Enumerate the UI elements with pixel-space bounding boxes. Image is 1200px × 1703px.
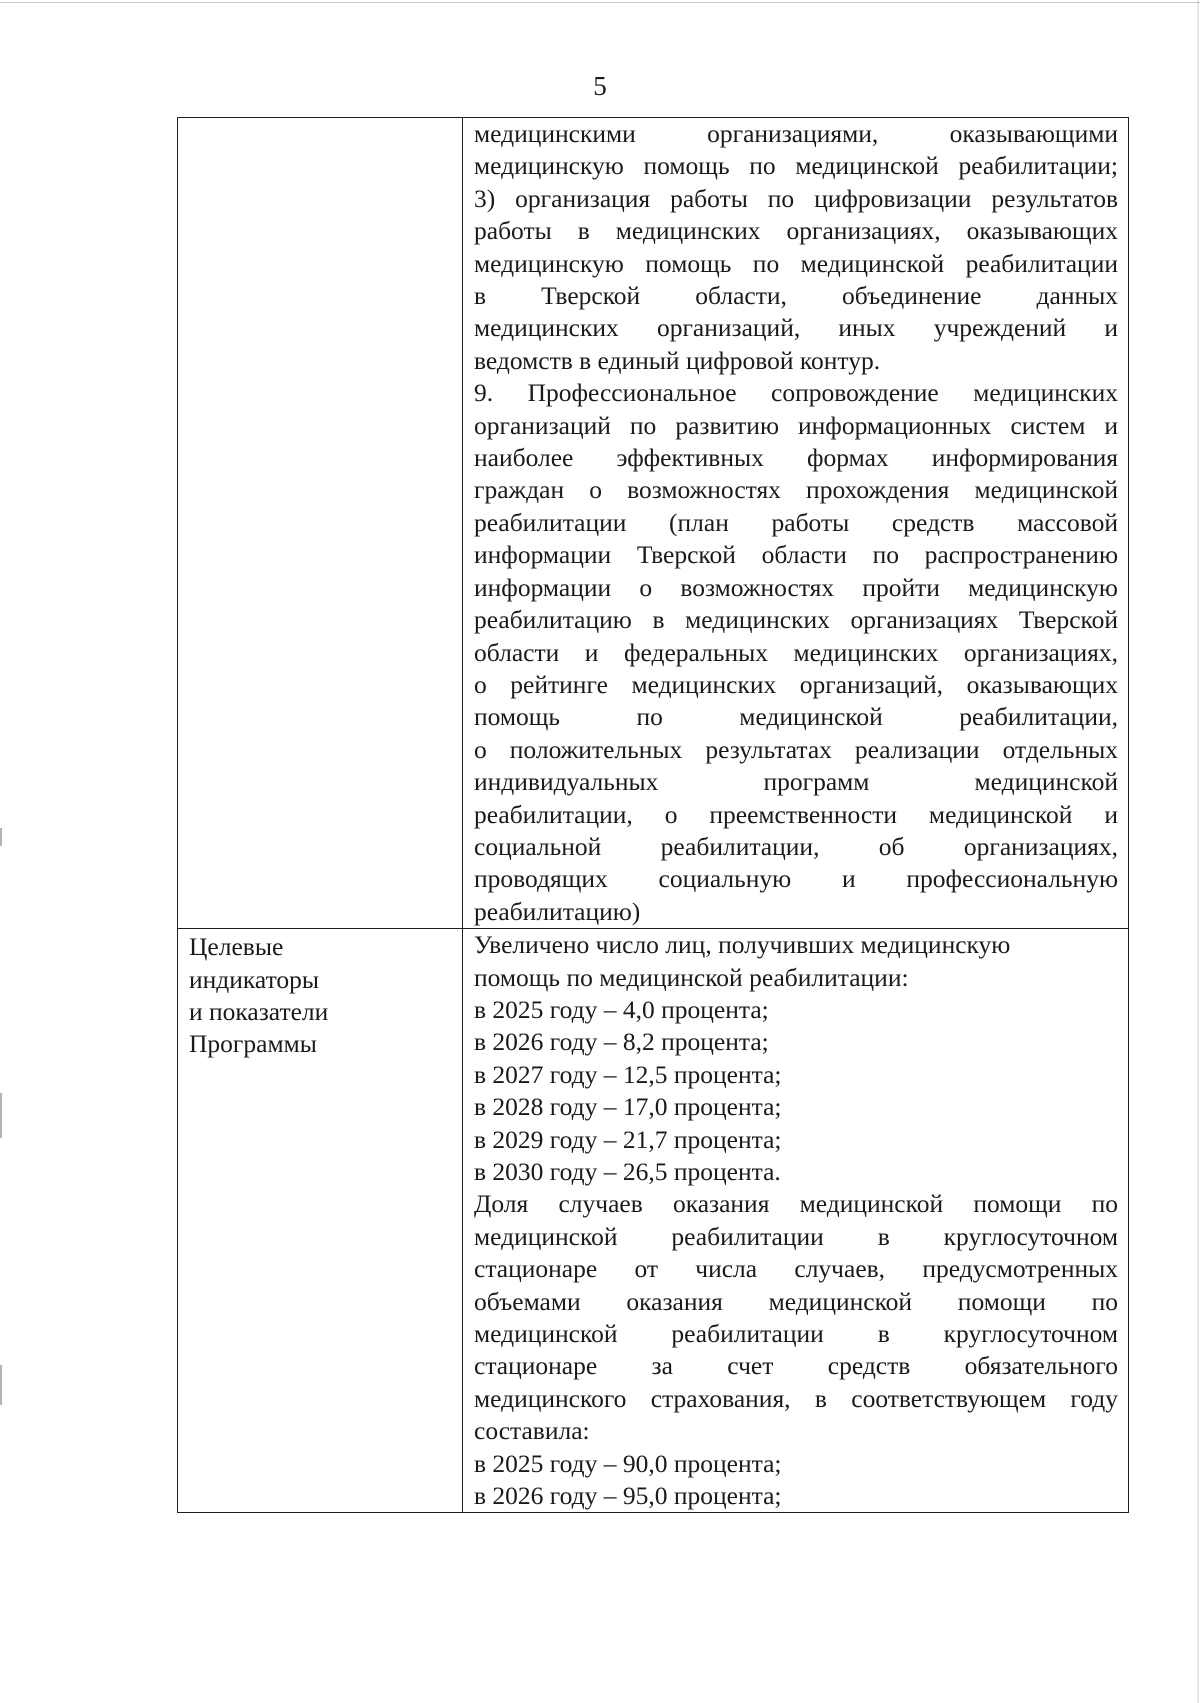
row-content-line: в 2025 году – 90,0 процента;	[474, 1448, 782, 1478]
row-content-line: граждан о возможностях прохождения медицинской	[474, 475, 1118, 505]
row-content-line: реабилитацию в медицинских организациях Тверской	[474, 605, 1118, 635]
row-content-line: медицинской реабилитации в круглосуточном	[474, 1319, 1118, 1349]
row-content-line: помощь по медицинской реабилитации:	[474, 962, 909, 992]
scan-artifact-right-mark	[1197, 0, 1199, 1703]
row-content-line: реабилитацию)	[474, 896, 641, 926]
row-label-line: индикаторы	[189, 964, 320, 994]
row-content-line: объемами оказания медицинской помощи по	[474, 1286, 1118, 1316]
row-content-line: проводящих социальную и профессиональную	[474, 864, 1118, 894]
row-content-line: в 2025 году – 4,0 процента;	[474, 994, 769, 1024]
row-content-line: о рейтинге медицинских организаций, оказывающих	[474, 669, 1118, 699]
row-content-line: медицинского страхования, в соответствующем году	[474, 1383, 1118, 1413]
row-content-line: области и федеральных медицинских организациях,	[474, 637, 1118, 667]
row-label-cell	[178, 118, 463, 929]
row-content-line: индивидуальных программ медицинской	[474, 767, 1118, 797]
row-content-line: в 2028 году – 17,0 процента;	[474, 1092, 782, 1122]
row-content-line: медицинских организаций, иных учреждений и	[474, 313, 1118, 343]
row-content-line: помощь по медицинской реабилитации,	[474, 702, 1118, 732]
row-label-line: Программы	[189, 1029, 317, 1059]
scan-artifact-left-mark	[0, 1365, 2, 1405]
row-content-line: медицинскими организациями, оказывающими	[474, 119, 1118, 148]
row-content-cell	[463, 929, 1129, 1513]
row-content-cell	[463, 118, 1129, 929]
row-content-line: составила:	[474, 1416, 590, 1446]
row-content-line: стационаре от числа случаев, предусмотренных	[474, 1254, 1118, 1284]
row-content-line: медицинскую помощь по медицинской реабилитации;	[474, 151, 1118, 181]
row-content-line: организаций по развитию информационных систем и	[474, 410, 1118, 440]
row-content-line: работы в медицинских организациях, оказывающих	[474, 216, 1118, 246]
row-content-line: информации Тверской области по распространению	[474, 540, 1118, 570]
table-row	[178, 929, 1129, 1513]
row-label-line: Целевые	[189, 932, 284, 962]
row-content-line: ведомств в единый цифровой контур.	[474, 345, 881, 375]
row-content-line: Увеличено число лиц, получивших медицинскую	[474, 930, 1011, 960]
table-row	[178, 118, 1129, 929]
row-content-line: реабилитации (план работы средств массовой	[474, 507, 1118, 537]
row-content-line: 9. Профессиональное сопровождение медицинских	[474, 378, 1118, 408]
row-content-line: медицинскую помощь по медицинской реабилитации	[474, 248, 1118, 278]
row-content-line: реабилитации, о преемственности медицинской и	[474, 799, 1118, 829]
row-content-line: 3) организация работы по цифровизации результатов	[474, 183, 1118, 213]
row-content-line: информации о возможностях пройти медицинскую	[474, 572, 1118, 602]
row-content-line: Доля случаев оказания медицинской помощи по	[474, 1189, 1118, 1219]
row-content-line: социальной реабилитации, об организациях,	[474, 831, 1118, 861]
row-content-line: в 2026 году – 95,0 процента;	[474, 1481, 782, 1511]
row-content-line: стационаре за счет средств обязательного	[474, 1351, 1118, 1381]
row-label-line: и показатели	[189, 996, 329, 1026]
program-passport-table	[177, 117, 1129, 1513]
scan-artifact-left-mark	[0, 828, 2, 846]
row-content-line: в Тверской области, объединение данных	[474, 281, 1118, 311]
page-number: 5	[593, 71, 607, 101]
scan-artifact-left-mark	[0, 1093, 2, 1138]
row-content-line: медицинской реабилитации в круглосуточном	[474, 1221, 1118, 1251]
row-content-line: о положительных результатах реализации отдельных	[474, 734, 1118, 764]
row-content-line: в 2030 году – 26,5 процента.	[474, 1157, 781, 1186]
row-content-line: в 2027 году – 12,5 процента;	[474, 1059, 782, 1089]
row-label-cell	[178, 929, 463, 1513]
scan-artifact-top-line	[0, 2, 1200, 3]
row-content-line: в 2029 году – 21,7 процента;	[474, 1124, 782, 1154]
table-body	[178, 118, 1129, 1513]
row-content-line: наиболее эффективных формах информирования	[474, 443, 1118, 473]
row-content-line: в 2026 году – 8,2 процента;	[474, 1027, 769, 1057]
